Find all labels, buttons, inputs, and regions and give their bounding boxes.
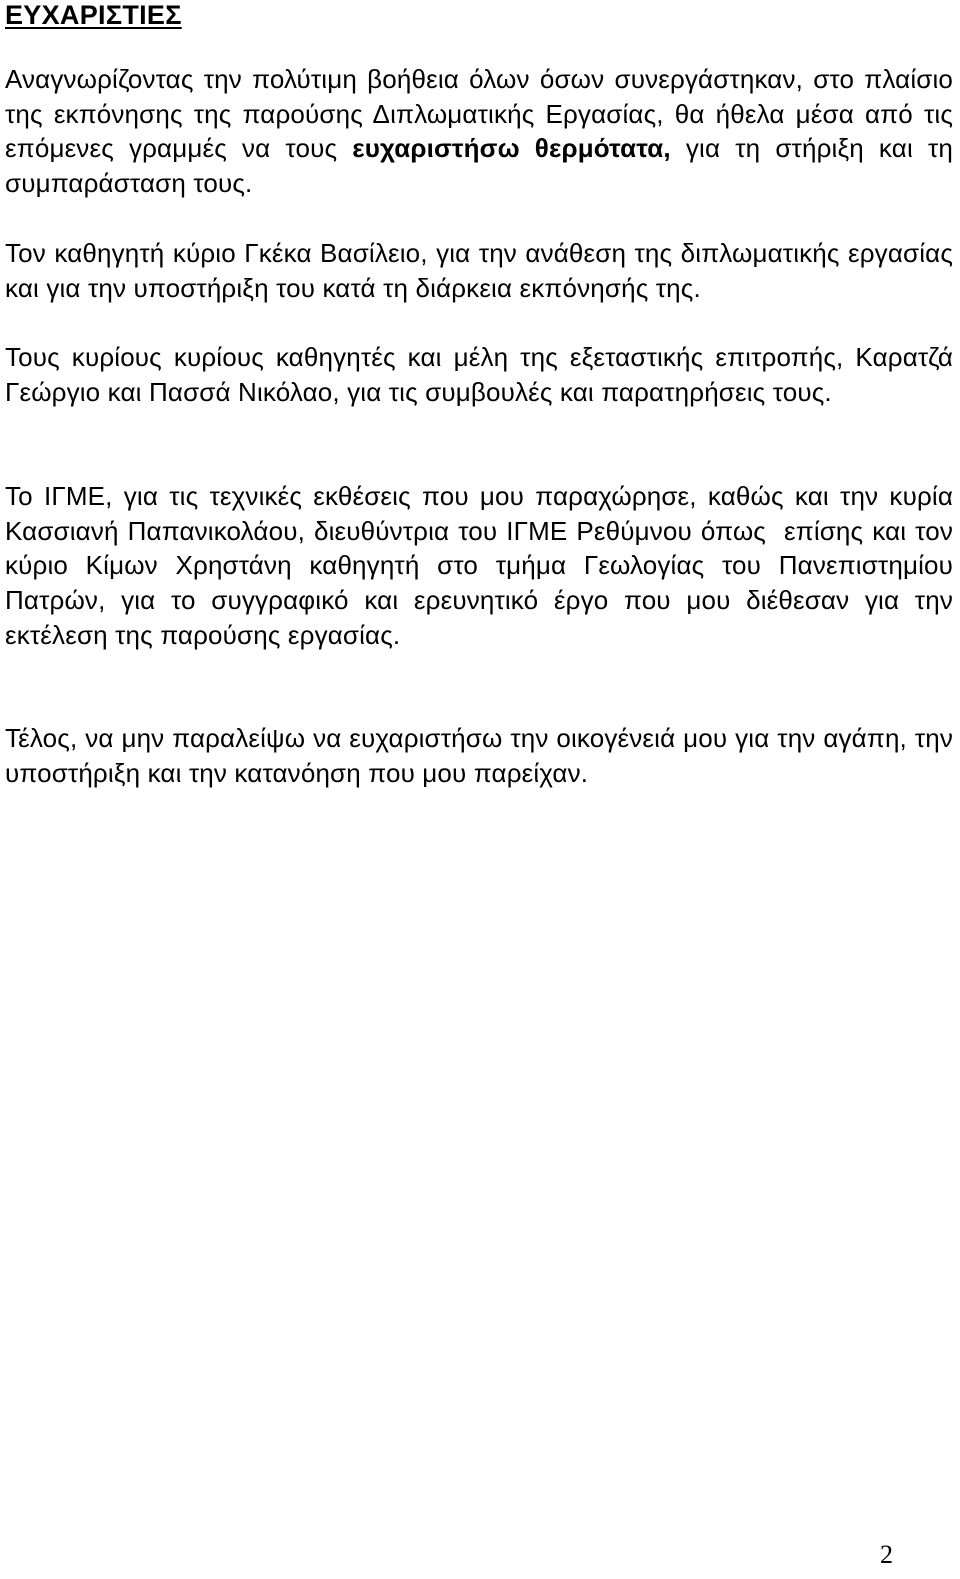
page-number: 2 xyxy=(880,1540,893,1569)
paragraph-intro-text-end: για τη στήριξη και τη συμπαράσταση τους. xyxy=(5,133,953,199)
paragraph-intro xyxy=(5,62,953,201)
paragraph-committee: Τους κυρίους κυρίους καθηγητές και μέλη της εξεταστικής επιτροπής, Καρατζά Γεώργιο και Πασσά Νικόλαο, για τις συμβουλές και παρατηρήσεις τους. xyxy=(5,342,953,407)
paragraph-family: Τέλος, να μην παραλείψω να ευχαριστήσω την οικογένειά μου για την αγάπη, την υποστήριξη και την κατανόηση που μου παρείχαν. xyxy=(5,723,953,788)
paragraph-intro-bold-text: ευχαριστήσω θερμότατα, xyxy=(352,133,671,164)
paragraph-igme: Το ΙΓΜΕ, για τις τεχνικές εκθέσεις που μου παραχώρησε, καθώς και την κυρία Κασσιανή Παπανικολάου, διευθύντρια του ΙΓΜΕ Ρεθύμνου όπως επίσης και τον κύριο Κίμων Χρηστάνη καθηγητή στο τμήμα Γεωλογίας του Πανεπιστημίου Πατρών, για το συγγραφικό και ερευνητικό έργο που μου διέθεσαν για την εκτέλεση της παρούσης εργασίας. xyxy=(5,481,960,650)
document-page xyxy=(5,0,960,788)
paragraph-intro-text: Αναγνωρίζοντας την πολύτιμη βοήθεια όλων όσων συνεργάστηκαν, στο πλαίσιο της εκπόνησης της παρούσης Διπλωματικής Εργασίας, θα ήθελα μέσα από τις επόμενες γραμμές να τους xyxy=(5,64,953,164)
paragraph-supervisor: Τον καθηγητή κύριο Γκέκα Βασίλειο, για την ανάθεση της διπλωματικής εργασίας και για την υποστήριξη του κατά τη διάρκεια εκπόνησής της. xyxy=(5,238,953,303)
page-title: ΕΥΧΑΡΙΣΤΙΕΣ xyxy=(5,0,182,30)
